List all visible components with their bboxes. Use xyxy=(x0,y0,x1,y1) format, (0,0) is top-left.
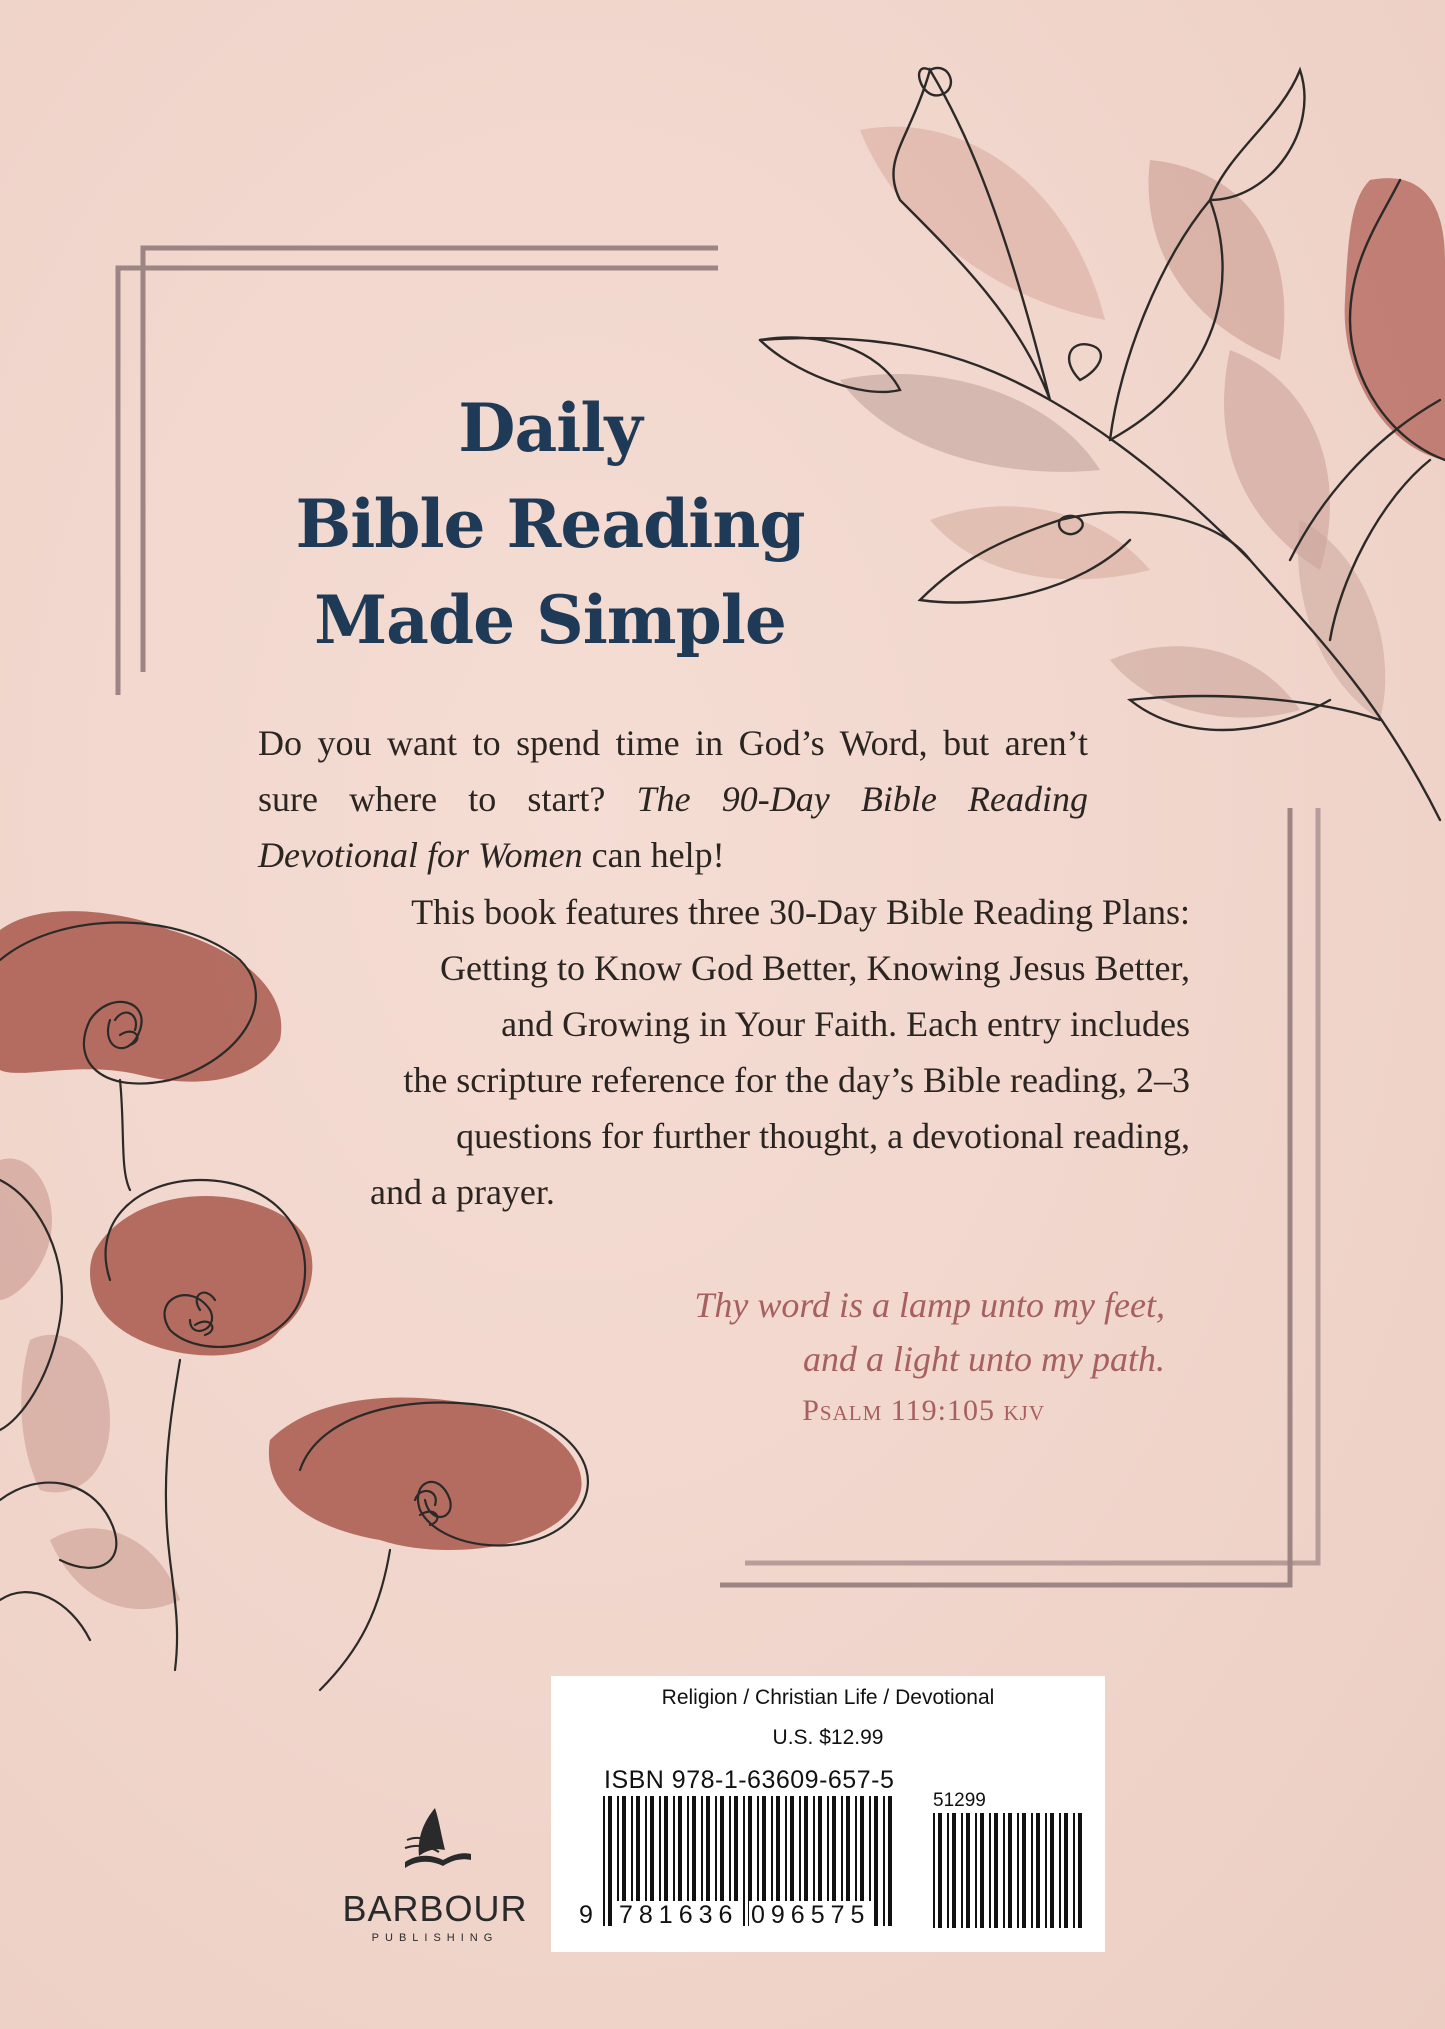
title-line-2: Bible Reading xyxy=(295,485,805,563)
barcode-bar xyxy=(980,1813,984,1928)
barcode-bar xyxy=(874,1796,878,1926)
blurb-line: and Growing in Your Faith. Each entry includes xyxy=(501,1004,1190,1044)
quote-line-2: and a light unto my path. xyxy=(803,1339,1165,1379)
barcode-bar xyxy=(1045,1813,1047,1928)
barcode-bar xyxy=(883,1796,885,1926)
blurb-text-end: can help! xyxy=(582,835,725,875)
barcode-bar xyxy=(888,1796,892,1926)
blurb-line: the scripture reference for the day’s Bible reading, 2–3 xyxy=(403,1060,1190,1100)
barcode-bar xyxy=(947,1813,949,1928)
barcode-bar xyxy=(1022,1813,1026,1928)
barcode-bar xyxy=(994,1813,998,1928)
barcode-bar xyxy=(961,1813,963,1928)
barcode-bar xyxy=(952,1813,956,1928)
barcode-bar xyxy=(1078,1813,1082,1928)
blurb-text: Do you want to spend time in God’s Word, but aren’t sure where to start? xyxy=(258,723,1088,819)
barcode-bar xyxy=(1017,1813,1019,1928)
blurb-line: questions for further thought, a devotional reading, xyxy=(456,1116,1190,1156)
barcode-bar xyxy=(966,1813,970,1928)
barcode-bar xyxy=(743,1796,745,1926)
blurb-paragraph-1 xyxy=(258,715,1088,883)
title-line-1: Daily xyxy=(458,389,642,467)
barcode-label xyxy=(551,1676,1105,1952)
barcode-bar xyxy=(603,1796,605,1926)
book-title xyxy=(240,380,860,668)
isbn-text: ISBN 978-1-63609-657-5 xyxy=(604,1766,895,1794)
price-code: 51299 xyxy=(933,1790,986,1811)
barcode-bar xyxy=(1059,1813,1061,1928)
barcode-bar xyxy=(989,1813,991,1928)
barcode-bar xyxy=(938,1813,942,1928)
book-logo-icon xyxy=(395,1800,475,1880)
scripture-quote xyxy=(600,1278,1165,1386)
barcode-bar xyxy=(1073,1813,1075,1928)
barcode-bar xyxy=(1050,1813,1054,1928)
price-text: U.S. $12.99 xyxy=(772,1726,884,1749)
barcode-bar xyxy=(1064,1813,1068,1928)
title-line-3: Made Simple xyxy=(314,581,786,659)
blurb-line: Getting to Know God Better, Knowing Jesus Better, xyxy=(439,948,1190,988)
blurb-paragraph-2 xyxy=(300,884,1190,1220)
barcode-bar xyxy=(608,1796,612,1926)
book-title-italic: The 90-Day Bible Reading Devotional for Women xyxy=(258,779,1088,875)
barcode-bar xyxy=(933,1813,935,1928)
publisher-name: BARBOUR xyxy=(342,1888,528,1929)
quote-line-1: Thy word is a lamp unto my feet, xyxy=(694,1285,1165,1325)
blurb-line: This book features three 30-Day Bible Reading Plans: xyxy=(411,892,1190,932)
barcode-bar xyxy=(1003,1813,1005,1928)
publisher-subtitle: PUBLISHING xyxy=(371,1932,499,1944)
barcode-number-group-2: 096575 xyxy=(751,1901,871,1929)
barcode-bar xyxy=(1036,1813,1040,1928)
barcode-number-first: 9 xyxy=(579,1901,599,1929)
barcode-number-group-1: 781636 xyxy=(619,1901,739,1929)
blurb-line: and a prayer. xyxy=(370,1172,555,1212)
barcode-bar xyxy=(1031,1813,1033,1928)
category-text: Religion / Christian Life / Devotional xyxy=(661,1686,995,1709)
scripture-reference: Psalm 119:105 kjv xyxy=(802,1394,1045,1427)
barcode-bar xyxy=(975,1813,977,1928)
leaf-line-art xyxy=(760,68,1445,820)
publisher-logo xyxy=(330,1800,540,1944)
barcode-bar xyxy=(1008,1813,1012,1928)
leaf-illustration xyxy=(840,127,1445,720)
